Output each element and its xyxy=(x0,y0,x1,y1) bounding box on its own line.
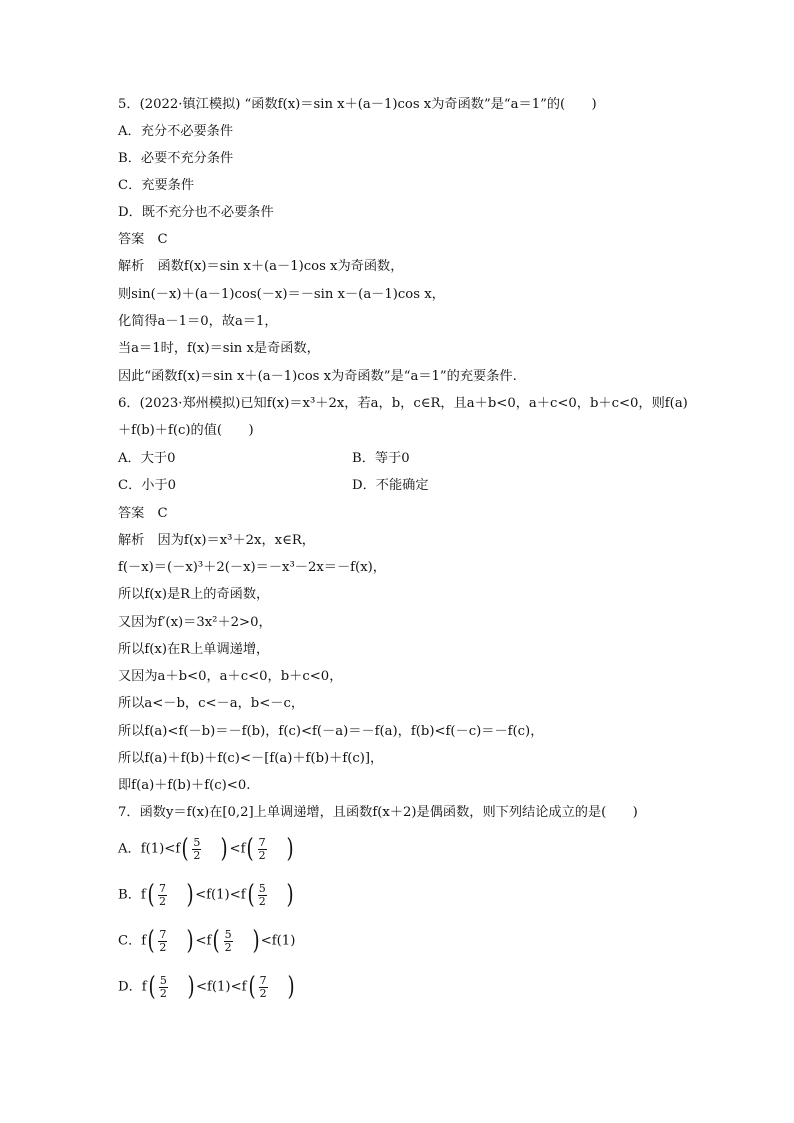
right-paren: ) xyxy=(286,880,294,910)
fraction xyxy=(158,929,167,954)
q5-option-b: B．必要不充分条件 xyxy=(118,151,234,166)
right-paren: ) xyxy=(186,926,194,956)
fraction-denominator: 2 xyxy=(258,894,266,908)
fraction-numerator: 7 xyxy=(258,835,266,849)
option-label: C． xyxy=(118,933,142,949)
q6-analysis-line: 即f(a)＋f(b)＋f(c)<0. xyxy=(118,778,251,793)
math-text: f(1)<f xyxy=(140,841,181,857)
q7-option-c xyxy=(118,928,295,954)
fraction xyxy=(192,837,201,862)
fraction-denominator: 2 xyxy=(193,848,201,862)
q6-answer: 答案 C xyxy=(118,506,168,521)
fraction xyxy=(158,883,167,908)
fraction-numerator: 5 xyxy=(224,927,232,941)
right-paren: ) xyxy=(286,834,294,864)
left-paren: ( xyxy=(148,972,156,1002)
fraction-denominator: 2 xyxy=(258,848,266,862)
q5-option-c: C．充要条件 xyxy=(118,178,195,193)
math-text: f xyxy=(141,979,147,995)
left-paren: ( xyxy=(246,834,255,864)
right-paren: ) xyxy=(220,834,229,864)
q6-stem-line1: 6．(2023·郑州模拟)已知f(x)＝x³＋2x，若a，b，c∈R，且a＋b<0，a＋c<0，b＋c<0，则f(a) xyxy=(118,396,688,411)
q7-stem: 7．函数y＝f(x)在[0,2]上单调递增，且函数f(x＋2)是偶函数，则下列结论成立的是( ) xyxy=(118,805,638,820)
math-text: <f(1) xyxy=(260,933,296,949)
q5-option-d: D．既不充分也不必要条件 xyxy=(118,205,274,220)
left-paren: ( xyxy=(248,972,256,1002)
fraction-numerator: 7 xyxy=(159,927,167,941)
fraction xyxy=(159,975,168,1000)
right-paren: ) xyxy=(252,926,260,956)
q6-analysis-line: 所以f(x)在R上单调递增， xyxy=(118,642,270,657)
fraction-numerator: 7 xyxy=(259,973,267,987)
fraction-numerator: 5 xyxy=(258,881,266,895)
q6-analysis-line: 所以a<－b，c<－a，b<－c， xyxy=(118,696,305,711)
left-paren: ( xyxy=(147,926,155,956)
q7-option-b xyxy=(118,882,295,908)
option-label: B． xyxy=(118,887,141,903)
q6-analysis-line: 又因为f′(x)＝3x²＋2>0， xyxy=(118,615,272,630)
q6-analysis-line: f(－x)＝(－x)³＋2(－x)＝－x³－2x＝－f(x)， xyxy=(118,560,386,575)
fraction-numerator: 5 xyxy=(193,835,201,849)
q5-analysis-line: 化简得a－1＝0，故a＝1， xyxy=(118,314,278,329)
fraction-numerator: 5 xyxy=(159,973,167,987)
q6-option-b: B．等于0 xyxy=(352,451,410,466)
math-text: <f xyxy=(229,841,246,857)
left-paren: ( xyxy=(212,926,221,956)
right-paren: ) xyxy=(287,972,295,1002)
q7-option-a xyxy=(118,836,295,862)
fraction xyxy=(224,929,233,954)
q5-stem: 5．(2022·镇江模拟) “函数f(x)＝sin x＋(a－1)cos x为奇函数”是“a＝1”的( ) xyxy=(118,97,597,112)
q6-analysis-line: 又因为a＋b<0，a＋c<0，b＋c<0， xyxy=(118,669,343,684)
math-text: f xyxy=(140,887,146,903)
fraction xyxy=(259,975,268,1000)
q6-stem-line2: ＋f(b)＋f(c)的值( ) xyxy=(118,423,254,438)
fraction-denominator: 2 xyxy=(224,940,232,954)
q6-option-a: A．大于0 xyxy=(118,451,176,466)
fraction-denominator: 2 xyxy=(259,986,267,1000)
q5-analysis-line: 解析 函数f(x)＝sin x＋(a－1)cos x为奇函数， xyxy=(118,259,404,274)
q5-analysis-line: 则sin(－x)＋(a－1)cos(－x)＝－sin x－(a－1)cos x， xyxy=(118,287,445,302)
math-text: f xyxy=(141,933,147,949)
left-paren: ( xyxy=(181,834,189,864)
q6-analysis-line: 所以f(a)＋f(b)＋f(c)<－[f(a)＋f(b)＋f(c)]， xyxy=(118,751,384,766)
q5-answer: 答案 C xyxy=(118,232,168,247)
option-label: A． xyxy=(118,841,141,857)
option-label: D． xyxy=(118,979,142,995)
fraction-denominator: 2 xyxy=(159,940,167,954)
fraction-denominator: 2 xyxy=(158,894,166,908)
math-text: <f(1)<f xyxy=(195,979,247,995)
q6-analysis-line: 所以f(x)是R上的奇函数， xyxy=(118,587,270,602)
fraction xyxy=(258,837,267,862)
left-paren: ( xyxy=(247,880,255,910)
q5-analysis-line: 因此“函数f(x)＝sin x＋(a－1)cos x为奇函数”是“a＝1”的充要条件. xyxy=(118,369,517,384)
q5-analysis-line: 当a＝1时，f(x)＝sin x是奇函数， xyxy=(118,341,320,356)
q5-option-a: A．充分不必要条件 xyxy=(118,124,234,139)
fraction-numerator: 7 xyxy=(158,881,166,895)
fraction-denominator: 2 xyxy=(159,986,167,1000)
q6-analysis-line: 所以f(a)<f(－b)＝－f(b)，f(c)<f(－a)＝－f(a)，f(b)<f(－c)＝－f(c)， xyxy=(118,724,544,739)
q6-option-c: C．小于0 xyxy=(118,478,177,493)
math-text: <f xyxy=(195,933,212,949)
right-paren: ) xyxy=(186,880,194,910)
q6-analysis-line: 解析 因为f(x)＝x³＋2x，x∈R， xyxy=(118,533,315,548)
left-paren: ( xyxy=(147,880,155,910)
math-text: <f(1)<f xyxy=(195,887,246,903)
fraction xyxy=(258,883,267,908)
right-paren: ) xyxy=(187,972,195,1002)
q6-option-d: D．不能确定 xyxy=(352,478,429,493)
q7-option-d xyxy=(118,974,296,1000)
